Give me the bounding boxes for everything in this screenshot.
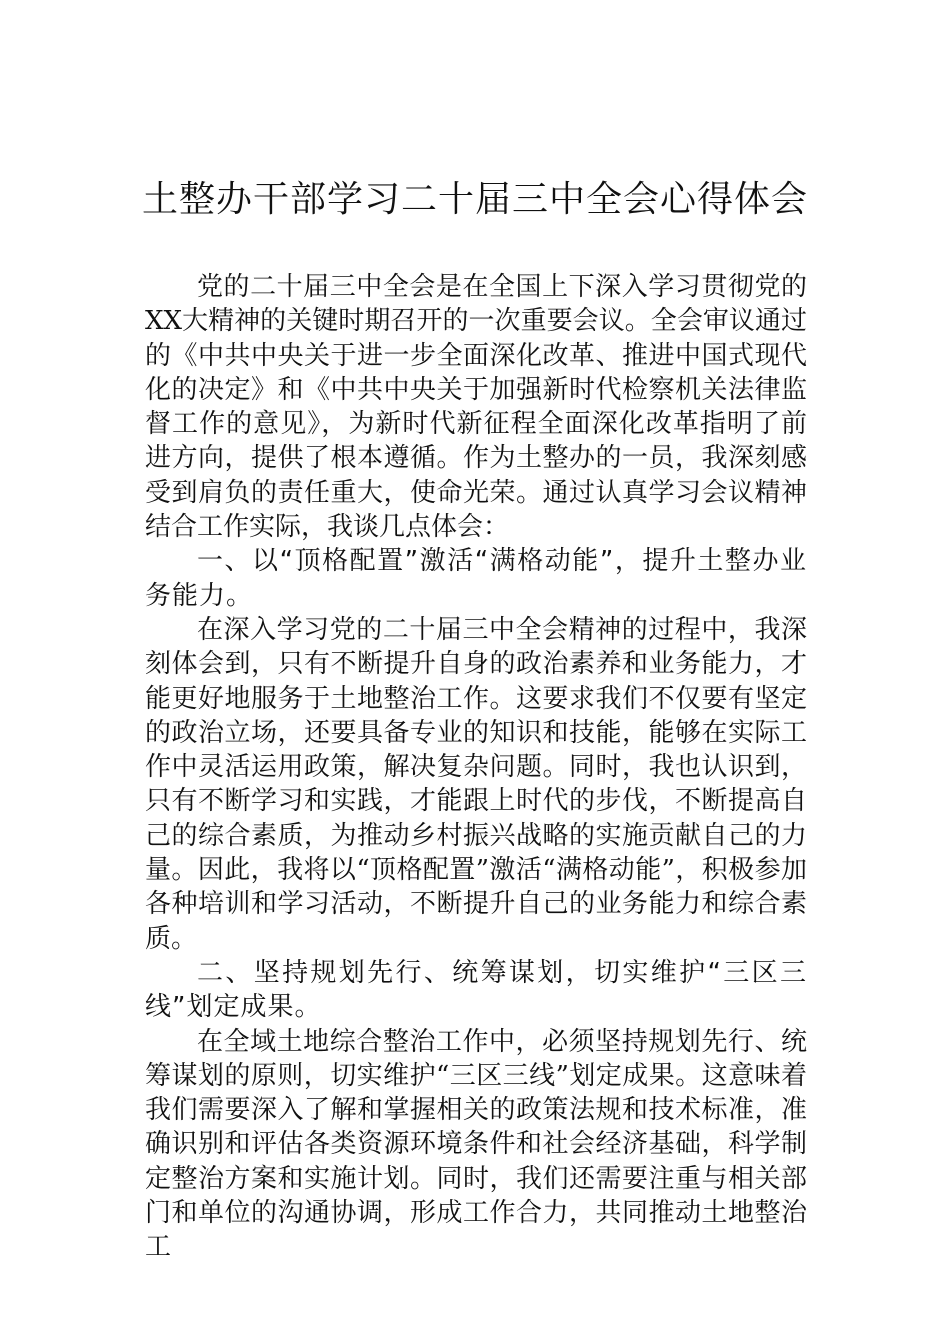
document-body	[145, 270, 807, 1265]
section-heading-2: 二、坚持规划先行、统筹谋划，切实维护“三区三线”划定成果。	[145, 957, 807, 1023]
paragraph-section-2: 在全域土地综合整治工作中，必须坚持规划先行、统筹谋划的原则，切实维护“三区三线”划定成果。这意味着我们需要深入了解和掌握相关的政策法规和技术标准，准确识别和评估各类资源环境条件和社会经济基础，科学制定整治方案和实施计划。同时，我们还需要注重与相关部门和单位的沟通协调，形成工作合力，共同推动土地整治工	[145, 1026, 807, 1263]
document-title: 土整办干部学习二十届三中全会心得体会	[141, 179, 808, 220]
paragraph-intro: 党的二十届三中全会是在全国上下深入学习贯彻党的XX大精神的关键时期召开的一次重要会议。全会审议通过的《中共中央关于进一步全面深化改革、推进中国式现代化的决定》和《中共中央关于加强新时代检察机关法律监督工作的意见》，为新时代新征程全面深化改革指明了前进方向，提供了根本遵循。作为土整办的一员，我深刻感受到肩负的责任重大，使命光荣。通过认真学习会议精神结合工作实际，我谈几点体会：	[145, 272, 807, 543]
paragraph-section-1: 在深入学习党的二十届三中全会精神的过程中，我深刻体会到，只有不断提升自身的政治素养和业务能力，才能更好地服务于土地整治工作。这要求我们不仅要有坚定的政治立场，还要具备专业的知识和技能，能够在实际工作中灵活运用政策，解决复杂问题。同时，我也认识到，只有不断学习和实践，才能跟上时代的步伐，不断提高自己的综合素质，为推动乡村振兴战略的实施贡献自己的力量。因此，我将以“顶格配置”激活“满格动能”，积极参加各种培训和学习活动，不断提升自己的业务能力和综合素质。	[145, 614, 807, 954]
section-heading-1: 一、以“顶格配置”激活“满格动能”，提升土整办业务能力。	[145, 546, 807, 611]
